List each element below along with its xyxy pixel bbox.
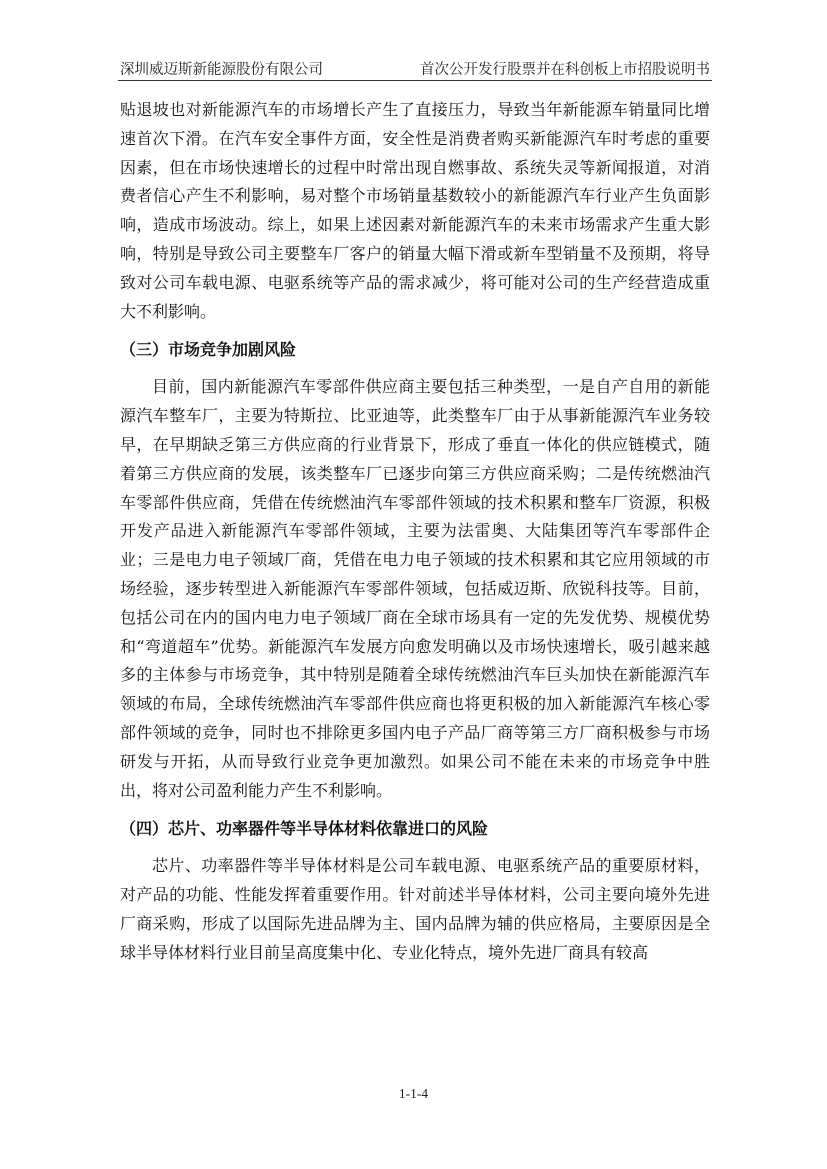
body-paragraph: 贴退坡也对新能源汽车的市场增长产生了直接压力，导致当年新能源车销量同比增速首次下滑。在汽车安全事件方面，安全性是消费者购买新能源汽车时考虑的重要因素，但在市场快速增长的过程中时常出现自燃事故、系统失灵等新闻报道，对消费者信心产生不利影响，易对整个市场销量基数较小的新能源汽车行业产生负面影响，造成市场波动。综上，如果上述因素对新能源汽车的未来市场需求产生重大影响，特别是导致公司主要整车厂客户的销量大幅下滑或新车型销量不及预期，将导致对公司车载电源、电驱系统等产品的需求减少，将可能对公司的生产经营造成重大不利影响。 [120, 100, 710, 321]
page-header [120, 58, 710, 79]
header-company-name: 深圳威迈斯新能源股份有限公司 [120, 62, 323, 78]
header-document-title: 首次公开发行股票并在科创板上市招股说明书 [420, 62, 710, 78]
page-number: 1-1-4 [398, 1086, 429, 1101]
header-divider [118, 80, 712, 81]
body-paragraph: 目前，国内新能源汽车零部件供应商主要包括三种类型，一是自产自用的新能源汽车整车厂，主要为特斯拉、比亚迪等，此类整车厂由于从事新能源汽车业务较早，在早期缺乏第三方供应商的行业背景下，形成了垂直一体化的供应链模式，随着第三方供应商的发展，该类整车厂已逐步向第三方供应商采购；二是传统燃油汽车零部件供应商，凭借在传统燃油汽车零部件领域的技术积累和整车厂资源，积极开发产品进入新能源汽车零部件领域，主要为法雷奥、大陆集团等汽车零部件企业；三是电力电子领域厂商，凭借在电力电子领域的技术积累和其它应用领域的市场经验，逐步转型进入新能源汽车零部件领域，包括威迈斯、欣锐科技等。目前，包括公司在内的国内电力电子领域厂商在全球市场具有一定的先发优势、规模优势和“弯道超车”优势。新能源汽车发展方向愈发明确以及市场快速增长，吸引越来越多的主体参与市场竞争，其中特别是随着全球传统燃油汽车巨头加快在新能源汽车领域的布局，全球传统燃油汽车零部件供应商也将更积极的加入新能源汽车核心零部件领域的竞争，同时也不排除更多国内电子产品厂商等第三方厂商积极参与市场研发与开拓，从而导致行业竞争更加激烈。如果公司不能在未来的市场竞争中胜出，将对公司盈利能力产生不利影响。 [120, 377, 710, 800]
section-heading: （四）芯片、功率器件等半导体材料依靠进口的风险 [120, 819, 489, 839]
section-heading: （三）市场竞争加剧风险 [120, 340, 297, 360]
body-paragraph: 芯片、功率器件等半导体材料是公司车载电源、电驱系统产品的重要原材料，对产品的功能、性能发挥着重要作用。针对前述半导体材料，公司主要向境外先进厂商采购，形成了以国际先进品牌为主、国内品牌为辅的供应格局，主要原因是全球半导体材料行业目前呈高度集中化、专业化特点，境外先进厂商具有较高 [120, 856, 710, 962]
page-body [120, 96, 710, 968]
